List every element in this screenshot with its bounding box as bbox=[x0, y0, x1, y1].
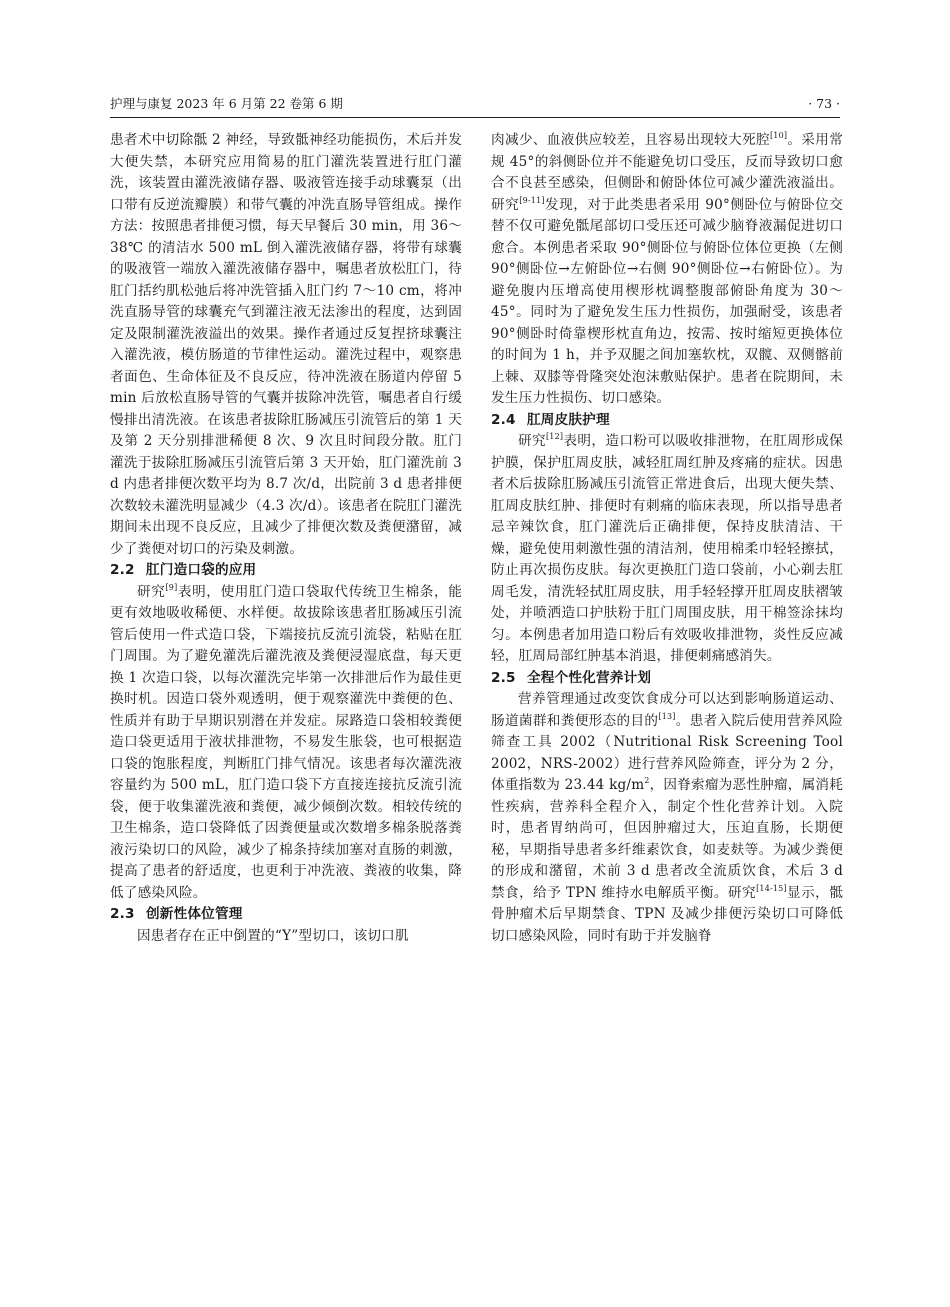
running-header bbox=[110, 93, 840, 115]
text-run: 营养管理通过改变饮食成分可以达到影响肠道运动、肠道菌群和粪便形态的目的 bbox=[491, 691, 843, 729]
right-column bbox=[491, 130, 843, 947]
citation-ref: [9-11] bbox=[519, 195, 545, 205]
page-number: · 73 · bbox=[808, 96, 840, 111]
text-run: 表明，造口粉可以吸收排泄物，在肛周形成保护膜，保护肛周皮肤，减轻肛周红肿及疼痛的症状。因患者术后拔除肛肠减压引流管正常进食后，出现大便失禁、肛周皮肤红肿、排便时有刺痛的临床表现，所以指导患者忌辛辣饮食，肛门灌洗后正确排便，保持皮肤清洁、干燥，避免使用刺激性强的清洁剂，使用棉柔巾轻轻擦拭，防止再次损伤皮肤。每次更换肛门造口袋前，小心剃去肛周毛发，清洗轻拭肛周皮肤，用手轻轻撑开肛周皮肤褶皱处，并喷洒造口护肤粉于肛门周围皮肤，用干棉签涂抹均匀。本例患者加用造口粉后有效吸收排泄物，炎性反应减轻，肛周局部红肿基本消退，排便刺痛感消失。 bbox=[491, 433, 843, 664]
unit-superscript: 2 bbox=[644, 776, 650, 785]
text-run: 表明，使用肛门造口袋取代传统卫生棉条，能更有效地吸收稀便、水样便。故拔除该患者肛肠减压引流管后使用一件式造口袋，下端接抗反流引流袋，粘贴在肛门周围。为了避免灌洗后灌洗液及粪便浸湿底盘，每天更换 1 次造口袋，以每次灌洗完毕第一次排泄后作为最佳更换时机。因造口袋外观透明，便于观察灌洗中粪便的色、性质并有助于早期识别潜在并发症。尿路造口袋相较粪便造口袋更适用于液状排泄物，不易发生胀袋，也可根据造口袋的饱胀程度，判断肛门排气情况。该患者每次灌洗液容量约为 500 mL，肛门造口袋下方直接连接抗反流引流袋，便于收集灌洗液和粪便，减少倾倒次数。相较传统的卫生棉条，造口袋降低了因粪便量或次数增多棉条脱落粪液污染切口的风险，减少了棉条持续加塞对直肠的刺激，提高了患者的舒适度，也更利于冲洗液、粪液的收集，降低了感染风险。 bbox=[110, 583, 463, 901]
section-number: 2.3 bbox=[110, 906, 135, 922]
section-heading-2-4 bbox=[491, 410, 843, 432]
paragraph-perianal-skin bbox=[491, 431, 843, 668]
section-number: 2.4 bbox=[491, 411, 516, 428]
paragraph-nutrition bbox=[491, 689, 843, 947]
section-heading-2-5 bbox=[491, 668, 843, 690]
journal-citation: 护理与康复 2023 年 6 月第 22 卷第 6 期 bbox=[110, 96, 343, 111]
text-run: 。采用常规 45°的斜侧卧位并不能避免切口受压，反而导致切口愈合不良甚至感染，但侧卧和俯卧体位可减少灌洗液溢出。研究 bbox=[491, 132, 843, 213]
section-heading-2-3 bbox=[110, 904, 462, 926]
text-run: 发现，对于此类患者采用 90°侧卧位与俯卧位交替不仅可避免骶尾部切口受压还可减少脑脊液漏促进切口愈合。本例患者采取 90°侧卧位与俯卧位体位更换（左侧 90°侧卧位→左俯卧位→右侧 90°侧卧位→右俯卧位）。为避免腹内压增高使用楔形枕调整腹部俯卧角度为 30～45°。同时为了避免发生压力性损伤，加强耐受，该患者 90°侧卧时倚靠楔形枕直角边，按需、按时缩短更换体位的时间为 1 h，并予双腿之间加塞软枕，双髋、双侧髂前上棘、双膝等骨隆突处泡沫敷贴保护。患者在院期间，未发生压力性损伤、切口感染。 bbox=[491, 196, 844, 406]
text-run: 肉减少、血液供应较差，且容易出现较大死腔 bbox=[491, 132, 770, 148]
section-title: 肛周皮肤护理 bbox=[527, 411, 610, 428]
text-run: 显示，骶骨肿瘤术后早期禁食、TPN 及减少排便污染切口可降低切口感染风险，同时有助于并发脑脊 bbox=[491, 884, 843, 944]
section-title: 创新性体位管理 bbox=[146, 906, 243, 922]
text-run: ，因脊索瘤为恶性肿瘤，属消耗性疾病，营养科全程介入，制定个性化营养计划。入院时，患者胃纳尚可，但因肿瘤过大，压迫直肠，长期便秘，早期指导患者多纤维素饮食，如麦麸等。为减少粪便的形成和潴留，术前 3 d 患者改全流质饮食，术后 3 d 禁食，给予 TPN 维持水电解质平衡。研究 bbox=[491, 777, 843, 901]
section-heading-2-2 bbox=[110, 560, 462, 582]
text-run: 研究 bbox=[137, 583, 166, 600]
citation-ref: [10] bbox=[769, 131, 788, 140]
citation-ref: [14-15] bbox=[756, 883, 787, 893]
header-rule bbox=[110, 117, 840, 118]
citation-ref: [13] bbox=[658, 711, 676, 721]
citation-ref: [12] bbox=[545, 432, 564, 441]
text-run: 。患者入院后使用营养风险筛查工具 2002（Nutritional Risk Screening Tool 2002，NRS-2002）进行营养风险筛查，评分为 2 分，体重指数为 23.44 kg/m bbox=[491, 712, 844, 793]
left-column bbox=[110, 130, 462, 947]
section-title: 肛门造口袋的应用 bbox=[146, 562, 257, 578]
section-number: 2.5 bbox=[491, 669, 516, 686]
paragraph-anal-irrigation: 患者术中切除骶 2 神经，导致骶神经功能损伤，术后并发大便失禁，本研究应用简易的肛门灌洗装置进行肛门灌洗，该装置由灌洗液储存器、吸液管连接手动球囊泵（出口带有反逆流瓣膜）和带气囊的冲洗直肠导管组成。操作方法：按照患者排便习惯，每天早餐后 30 min，用 36～38℃ 的清洁水 500 mL 倒入灌洗液储存器，将带有球囊的吸液管一端放入灌洗液储存器中，嘱患者放松肛门，待肛门括约肌松弛后将冲洗管插入肛门约 7～10 cm，将冲洗直肠导管的球囊充气到灌注液无法渗出的程度，达到固定及限制灌洗液溢出的效果。操作者通过反复捏挤球囊注入灌洗液，模仿肠道的节律性运动。灌洗过程中，观察患者面色、生命体征及不良反应，待冲洗液在肠道内停留 5 min 后放松直肠导管的气囊并拔除冲洗管，嘱患者自行缓慢排出清洗液。在该患者拔除肛肠减压引流管后的第 1 天及第 2 天分别排泄稀便 8 次、9 次且时间段分散。肛门灌洗于拔除肛肠减压引流管后第 3 天开始，肛门灌洗前 3 d 内患者排便次数平均为 8.7 次/d，出院前 3 d 患者排便次数较未灌洗明显减少（4.3 次/d）。该患者在院肛门灌洗期间未出现不良反应，且减少了排便次数及粪便潴留，减少了粪便对切口的污染及刺激。 bbox=[110, 132, 462, 557]
section-number: 2.2 bbox=[110, 562, 135, 578]
paragraph-positioning: 因患者存在正中倒置的“Y”型切口，该切口肌 bbox=[137, 927, 409, 944]
citation-ref: [9] bbox=[165, 582, 178, 592]
text-run: 研究 bbox=[518, 433, 546, 449]
section-title: 全程个性化营养计划 bbox=[527, 669, 652, 686]
paragraph-positioning-continued bbox=[491, 130, 843, 410]
paragraph-stoma-bag bbox=[110, 582, 462, 905]
